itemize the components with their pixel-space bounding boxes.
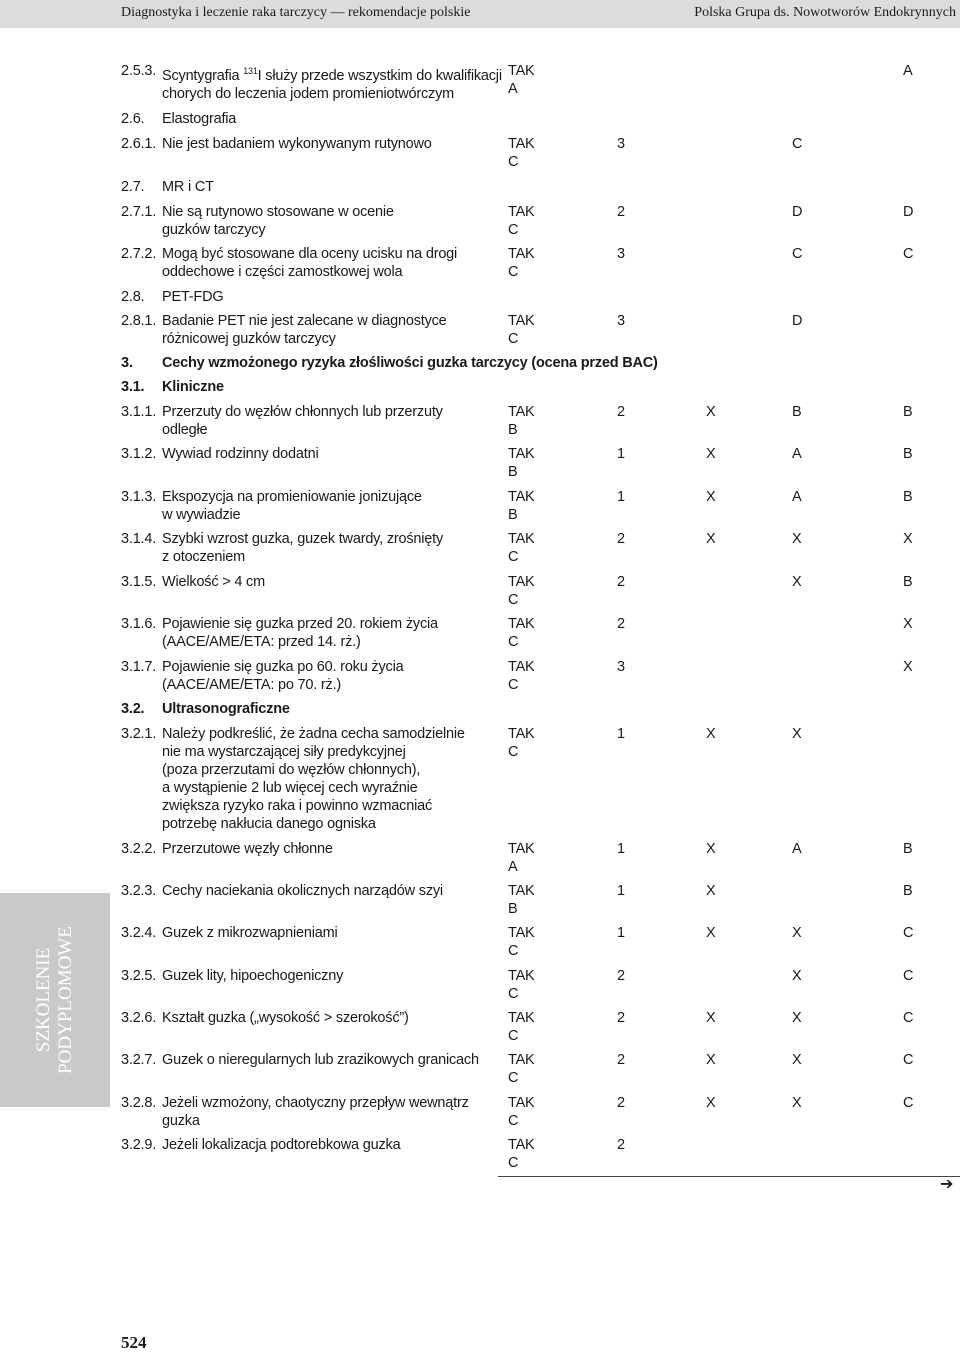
row-number: 2.6.	[121, 111, 145, 127]
evidence-col-1: TAK C	[508, 925, 535, 959]
row-number: 3.1.5.	[121, 574, 157, 590]
evidence-col-4: A	[792, 446, 802, 462]
evidence-col-2: 2	[617, 204, 625, 220]
evidence-col-1: TAK C	[508, 726, 535, 760]
row-number: 3.	[121, 355, 133, 371]
evidence-col-3: X	[706, 531, 716, 547]
subsection-heading: Ultrasonograficzne	[162, 701, 290, 717]
evidence-col-2: 1	[617, 925, 625, 941]
section-heading: Cechy wzmożonego ryzyka złośliwości guzka tarczycy (ocena przed BAC)	[162, 355, 658, 371]
evidence-col-1: TAK C	[508, 136, 535, 170]
row-number: 3.2.5.	[121, 968, 157, 984]
evidence-col-2: 2	[617, 574, 625, 590]
row-text: Mogą być stosowane dla oceny ucisku na drogi oddechowe i części zamostkowej wola	[162, 246, 458, 280]
evidence-col-2: 1	[617, 883, 625, 899]
evidence-col-3: X	[706, 726, 716, 742]
row-text: Kształt guzka („wysokość > szerokość”)	[162, 1010, 409, 1026]
evidence-col-2: 2	[617, 404, 625, 420]
evidence-col-3: X	[706, 489, 716, 505]
row-text: Przerzutowe węzły chłonne	[162, 841, 333, 857]
evidence-col-2: 1	[617, 726, 625, 742]
evidence-col-4: C	[792, 136, 803, 152]
evidence-col-4: X	[792, 1095, 802, 1111]
row-number: 2.8.1.	[121, 313, 157, 329]
evidence-col-4: X	[792, 574, 802, 590]
row-text-rest: I służy przede wszystkim do kwalifikacji chorych do leczenia jodem promieniotwórczym	[162, 68, 502, 102]
row-number: 3.1.2.	[121, 446, 157, 462]
row-text: Nie jest badaniem wykonywanym rutynowo	[162, 136, 432, 152]
evidence-col-3: X	[706, 883, 716, 899]
page-number: 524	[121, 1333, 147, 1352]
evidence-col-1: TAK B	[508, 404, 535, 438]
evidence-col-5: B	[903, 883, 913, 899]
row-number: 2.7.	[121, 179, 145, 195]
evidence-col-5: B	[903, 446, 913, 462]
evidence-col-5: X	[903, 616, 913, 632]
row-number: 3.1.4.	[121, 531, 157, 547]
evidence-col-4: X	[792, 531, 802, 547]
evidence-col-1: TAK C	[508, 659, 535, 693]
row-number: 3.2.4.	[121, 925, 157, 941]
evidence-col-2: 2	[617, 1095, 625, 1111]
row-text: Guzek z mikrozwapnieniami	[162, 925, 338, 941]
evidence-col-2: 1	[617, 446, 625, 462]
row-text: Wywiad rodzinny dodatni	[162, 446, 319, 462]
evidence-col-5: X	[903, 531, 913, 547]
row-number: 3.2.7.	[121, 1052, 157, 1068]
row-text-prefix: Scyntygrafia	[162, 68, 244, 84]
evidence-col-2: 2	[617, 1052, 625, 1068]
side-tab-line-2: PODYPLOMOWE	[55, 926, 76, 1074]
evidence-col-5: A	[903, 63, 913, 79]
header-left-title: Diagnostyka i leczenie raka tarczycy — rekomendacje polskie	[121, 5, 471, 20]
evidence-col-1: TAK C	[508, 204, 535, 238]
evidence-col-3: X	[706, 446, 716, 462]
row-number: 2.7.2.	[121, 246, 157, 262]
table-end-rule	[498, 1176, 960, 1177]
row-text: Należy podkreślić, że żadna cecha samodzielnie nie ma wystarczającej siły predykcyjnej (poza przerzutami do węzłów chłonnych), a wystąpienie 2 lub więcej cech wyraźnie zwiększa ryzyko raka i powinno wzmacniać potrzebę nakłucia danego ogniska	[162, 726, 465, 832]
evidence-col-4: A	[792, 489, 802, 505]
row-text: Nie są rutynowo stosowane w ocenie guzków tarczycy	[162, 204, 394, 238]
row-text: Cechy naciekania okolicznych narządów szyi	[162, 883, 443, 899]
evidence-col-1: TAK B	[508, 883, 535, 917]
row-text: Elastografia	[162, 111, 237, 127]
evidence-col-2: 3	[617, 136, 625, 152]
evidence-col-2: 3	[617, 313, 625, 329]
row-number: 3.1.6.	[121, 616, 157, 632]
side-tab-line-1: SZKOLENIE	[33, 947, 54, 1053]
evidence-col-3: X	[706, 1010, 716, 1026]
evidence-col-5: C	[903, 246, 914, 262]
evidence-col-5: B	[903, 489, 913, 505]
row-number: 3.2.6.	[121, 1010, 157, 1026]
row-text	[162, 62, 502, 103]
row-text: Szybki wzrost guzka, guzek twardy, zrośnięty z otoczeniem	[162, 531, 444, 565]
evidence-col-2: 1	[617, 841, 625, 857]
recommendations-table	[0, 48, 960, 1176]
evidence-col-4: X	[792, 1010, 802, 1026]
isotope-superscript: 131	[243, 66, 258, 76]
evidence-col-1: TAK A	[508, 63, 535, 97]
subsection-heading: Kliniczne	[162, 379, 224, 395]
evidence-col-1: TAK A	[508, 841, 535, 875]
evidence-col-3: X	[706, 925, 716, 941]
row-number: 2.5.3.	[121, 63, 157, 79]
evidence-col-2: 3	[617, 659, 625, 675]
evidence-col-1: TAK C	[508, 1010, 535, 1044]
evidence-col-5: B	[903, 404, 913, 420]
row-text: Wielkość > 4 cm	[162, 574, 265, 590]
evidence-col-1: TAK B	[508, 446, 535, 480]
evidence-col-2: 3	[617, 246, 625, 262]
side-tab	[0, 893, 110, 1107]
row-text: Guzek o nieregularnych lub zrazikowych granicach	[162, 1052, 479, 1068]
side-tab-label	[0, 893, 110, 1107]
evidence-col-3: X	[706, 841, 716, 857]
row-text: Jeżeli wzmożony, chaotyczny przepływ wewnątrz guzka	[162, 1095, 469, 1129]
row-number: 2.7.1.	[121, 204, 157, 220]
row-text: PET-FDG	[162, 289, 224, 305]
evidence-col-1: TAK C	[508, 1052, 535, 1086]
row-number: 3.2.3.	[121, 883, 157, 899]
evidence-col-4: X	[792, 925, 802, 941]
evidence-col-5: B	[903, 574, 913, 590]
evidence-col-2: 2	[617, 1137, 625, 1153]
evidence-col-2: 2	[617, 616, 625, 632]
evidence-col-4: X	[792, 968, 802, 984]
evidence-col-4: D	[792, 204, 803, 220]
evidence-col-5: C	[903, 1052, 914, 1068]
evidence-col-5: C	[903, 925, 914, 941]
row-text: Badanie PET nie jest zalecane w diagnostyce różnicowej guzków tarczycy	[162, 313, 447, 347]
evidence-col-1: TAK B	[508, 489, 535, 523]
header-right-title: Polska Grupa ds. Nowotworów Endokrynnych	[694, 5, 956, 20]
evidence-col-1: TAK C	[508, 574, 535, 608]
row-number: 3.1.7.	[121, 659, 157, 675]
evidence-col-1: TAK C	[508, 616, 535, 650]
evidence-col-3: X	[706, 1095, 716, 1111]
evidence-col-1: TAK C	[508, 968, 535, 1002]
arrow-right-icon: ➔	[940, 1176, 954, 1193]
row-number: 3.1.	[121, 379, 145, 395]
row-number: 3.1.3.	[121, 489, 157, 505]
evidence-col-4: X	[792, 1052, 802, 1068]
evidence-col-5: B	[903, 841, 913, 857]
row-text: Ekspozycja na promieniowanie jonizujące w wywiadzie	[162, 489, 422, 523]
row-number: 2.6.1.	[121, 136, 157, 152]
row-text: Pojawienie się guzka po 60. roku życia (AACE/AME/ETA: po 70. rż.)	[162, 659, 404, 693]
evidence-col-4: A	[792, 841, 802, 857]
row-number: 3.2.2.	[121, 841, 157, 857]
evidence-col-4: D	[792, 313, 803, 329]
evidence-col-2: 2	[617, 1010, 625, 1026]
evidence-col-5: C	[903, 1095, 914, 1111]
row-number: 3.2.9.	[121, 1137, 157, 1153]
row-text: MR i CT	[162, 179, 214, 195]
evidence-col-5: X	[903, 659, 913, 675]
evidence-col-1: TAK C	[508, 1095, 535, 1129]
row-text: Guzek lity, hipoechogeniczny	[162, 968, 344, 984]
evidence-col-4: X	[792, 726, 802, 742]
evidence-col-4: C	[792, 246, 803, 262]
evidence-col-1: TAK C	[508, 313, 535, 347]
evidence-col-2: 2	[617, 968, 625, 984]
evidence-col-5: C	[903, 968, 914, 984]
evidence-col-1: TAK C	[508, 1137, 535, 1171]
row-number: 3.2.8.	[121, 1095, 157, 1111]
evidence-col-4: B	[792, 404, 802, 420]
evidence-col-3: X	[706, 1052, 716, 1068]
evidence-col-5: D	[903, 204, 914, 220]
row-number: 3.2.	[121, 701, 145, 717]
row-number: 3.2.1.	[121, 726, 157, 742]
evidence-col-2: 1	[617, 489, 625, 505]
row-number: 2.8.	[121, 289, 145, 305]
row-text: Pojawienie się guzka przed 20. rokiem życia (AACE/AME/ETA: przed 14. rż.)	[162, 616, 438, 650]
evidence-col-3: X	[706, 404, 716, 420]
evidence-col-5: C	[903, 1010, 914, 1026]
evidence-col-2: 2	[617, 531, 625, 547]
evidence-col-1: TAK C	[508, 246, 535, 280]
row-text: Jeżeli lokalizacja podtorebkowa guzka	[162, 1137, 401, 1153]
row-number: 3.1.1.	[121, 404, 157, 420]
running-header	[0, 0, 960, 28]
row-text: Przerzuty do węzłów chłonnych lub przerzuty odległe	[162, 404, 443, 438]
evidence-col-1: TAK C	[508, 531, 535, 565]
